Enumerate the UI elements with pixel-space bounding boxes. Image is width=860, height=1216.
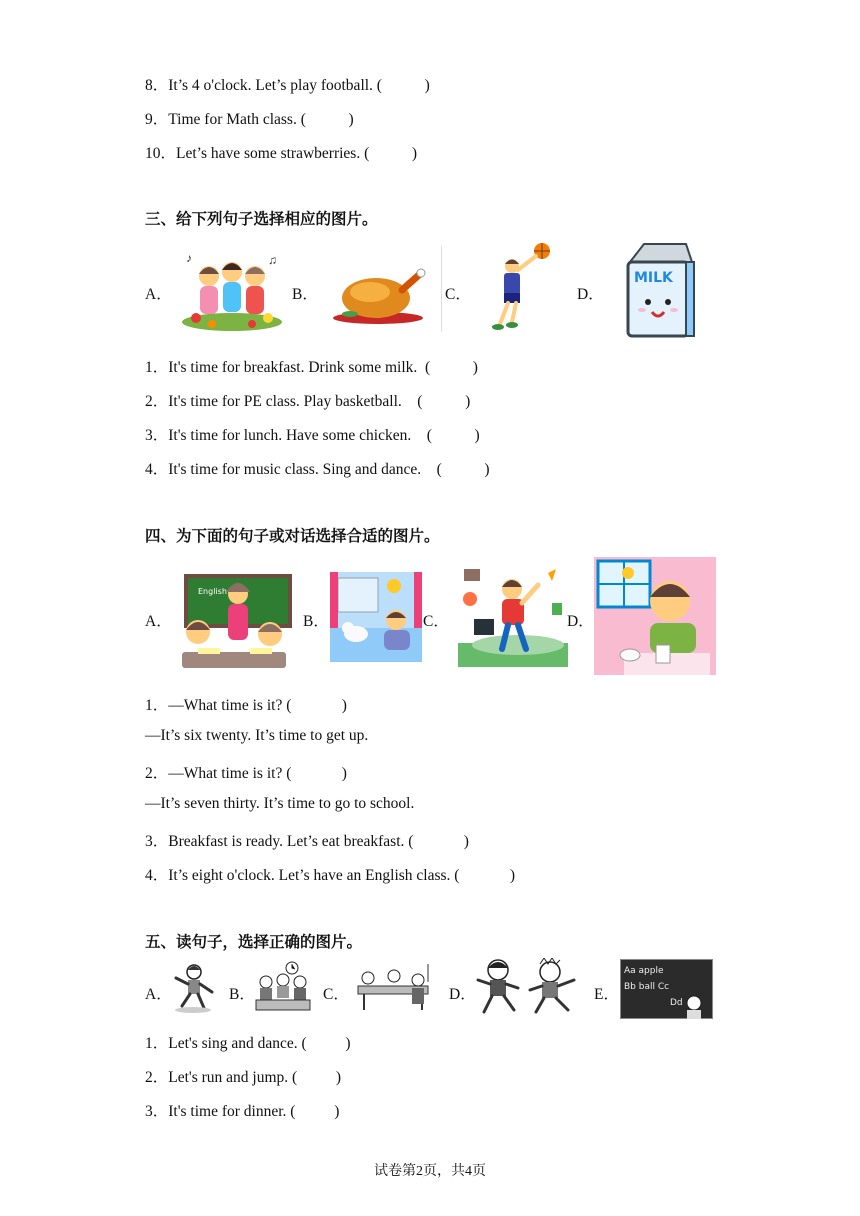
waking-up-picture <box>330 572 422 662</box>
question-9: 9．Time for Math class. ( ) <box>145 111 354 128</box>
s5-question-1: 1．Let's sing and dance. ( ) <box>145 1035 351 1052</box>
section-5-heading: 五、读句子，选择正确的图片。 <box>145 933 363 951</box>
option-b-label: B． <box>303 613 329 630</box>
board-line-3: Dd <box>670 998 683 1008</box>
option-a-label: A． <box>145 986 172 1003</box>
basketball-player-picture <box>482 240 556 336</box>
question-8: 8．It’s 4 o'clock. Let’s play football. ( ) <box>145 77 430 94</box>
option-a-label: A． <box>145 613 172 630</box>
s3-question-2: 2．It's time for PE class. Play basketball. ( ) <box>145 393 471 410</box>
dancing-boy-picture <box>168 962 218 1014</box>
question-10: 10．Let’s have some strawberries. ( ) <box>145 145 418 162</box>
milk-text: MILK <box>634 270 673 286</box>
option-e-label: E． <box>594 986 619 1003</box>
s4-answer-1: —It’s six twenty. It’s time to get up. <box>145 727 369 744</box>
option-d-label: D． <box>567 613 594 630</box>
divider <box>441 246 442 332</box>
roast-chicken-picture <box>330 262 426 326</box>
milk-carton-picture <box>624 240 696 340</box>
option-d-label: D． <box>449 986 476 1003</box>
alphabet-board-picture <box>620 959 713 1019</box>
section-4-heading: 四、为下面的句子或对话选择合适的图片。 <box>145 527 440 545</box>
singing-children-picture <box>178 248 286 334</box>
svg-text:♫: ♫ <box>268 253 277 267</box>
running-kids-picture <box>474 958 580 1016</box>
s3-question-3: 3．It's time for lunch. Have some chicken. ( ) <box>145 427 480 444</box>
english-class-picture <box>168 572 292 676</box>
section-3-heading: 三、给下列句子选择相应的图片。 <box>145 210 378 228</box>
go-to-school-picture <box>458 565 568 667</box>
s4-question-2: 2．—What time is it? ( ) <box>145 765 347 782</box>
s3-question-4: 4．It's time for music class. Sing and dance. ( ) <box>145 461 490 478</box>
page-footer: 试卷第2页，共4页 <box>374 1164 486 1179</box>
option-c-label: C． <box>445 286 471 303</box>
s4-answer-2: —It’s seven thirty. It’s time to go to school. <box>145 795 415 812</box>
option-b-label: B． <box>229 986 255 1003</box>
s3-question-1: 1．It's time for breakfast. Drink some milk. ( ) <box>145 359 478 376</box>
board-text: English <box>198 587 227 596</box>
family-dinner-picture <box>254 960 312 1016</box>
board-line-1: Aa apple <box>624 966 664 976</box>
classroom-picture <box>354 962 432 1014</box>
option-a-label: A． <box>145 286 172 303</box>
option-b-label: B． <box>292 286 318 303</box>
svg-text:♪: ♪ <box>186 251 192 265</box>
option-c-label: C． <box>323 986 349 1003</box>
s4-question-4: 4．It’s eight o'clock. Let’s have an English class. ( ) <box>145 867 515 884</box>
s5-question-2: 2．Let's run and jump. ( ) <box>145 1069 342 1086</box>
s4-question-3: 3．Breakfast is ready. Let’s eat breakfast. ( ) <box>145 833 469 850</box>
option-c-label: C． <box>423 613 449 630</box>
board-line-2: Bb ball Cc <box>624 982 670 992</box>
eating-breakfast-picture <box>594 557 716 675</box>
s5-question-3: 3．It's time for dinner. ( ) <box>145 1103 340 1120</box>
option-d-label: D． <box>577 286 604 303</box>
s4-question-1: 1．—What time is it? ( ) <box>145 697 347 714</box>
